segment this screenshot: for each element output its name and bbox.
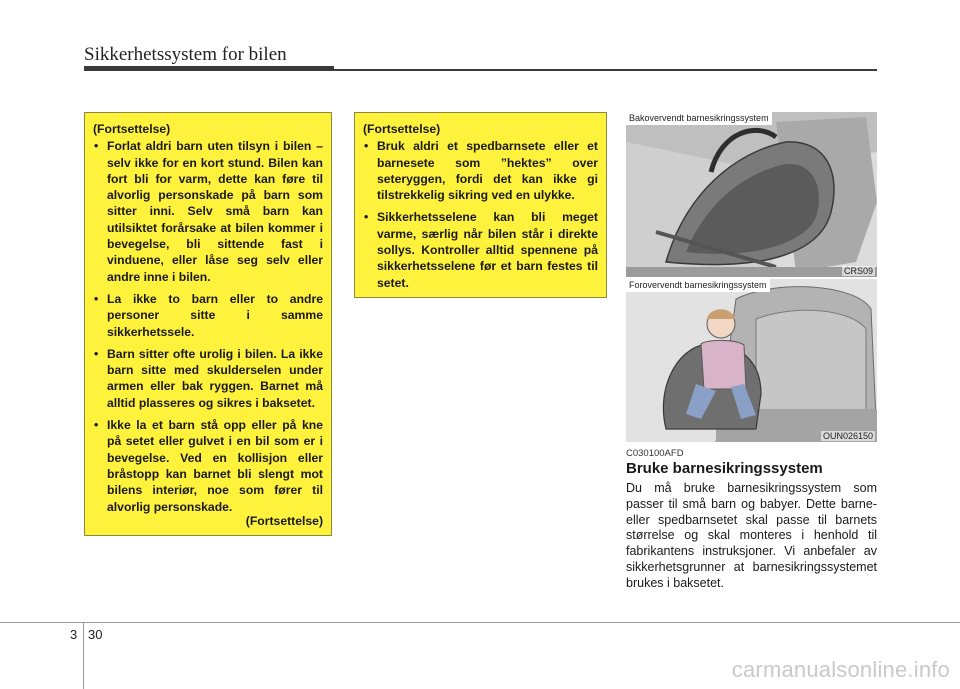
- warning-item-text: Bruk aldri et spedbarnsete eller et barnesete som ”hektes” over seteryggen, fordi det kan ikke gi tilstrekkelig sikring ved en ulykke.: [377, 139, 598, 203]
- figure-caption: Forovervendt barnesikringssystem: [626, 279, 770, 292]
- section-code: C030100AFD: [626, 448, 684, 459]
- warning-item: [93, 138, 323, 285]
- warning-item-text: Forlat aldri barn uten tilsyn i bilen – selv ikke for en kort stund. Bilen kan fort bli for varm, dette kan føre til alvorlig personskade på barn som sitter inni. Selv små barn kan utilsiktet forårsake at bilen kommer i bevegelse, bli sittende fast i vinduene, eller låse seg selv eller andre inne i bilen.: [107, 139, 323, 284]
- warning-item-text: Sikkerhetsselene kan bli meget varme, særlig når bilen står i direkte sollys. Kontroller alltid spennene på sikkerhetsselene før et barn festes til setet.: [377, 210, 598, 290]
- section-body: Du må bruke barnesikringssystem som passer til små barn og babyer. Dette barne- eller spedbarnsetet skal passe til barnets størrelse og skal monteres i henhold til fabrikantens instruksjoner. Vi anbefaler av sikkerhetsgrunner at barnesikringssystemet brukes i baksetet.: [626, 481, 877, 590]
- warning-continued: (Fortsettelse): [245, 513, 323, 528]
- bullet-icon: •: [364, 210, 369, 225]
- rear-facing-seat-illustration: [626, 112, 877, 277]
- section-title: Bruke barnesikringssystem: [626, 460, 823, 477]
- figure-forward-facing-seat: [626, 279, 877, 442]
- footer-rule: [0, 622, 960, 623]
- warning-item-text: La ikke to barn eller to andre personer sitte i samme sikkerhetssele.: [107, 291, 323, 339]
- warning-item: [93, 346, 323, 411]
- figure-code: CRS09: [843, 266, 873, 276]
- header-rule-thin: [334, 69, 877, 71]
- figure-rear-facing-seat: [626, 112, 877, 277]
- warning-list: [363, 138, 598, 291]
- bullet-icon: •: [94, 346, 99, 361]
- warning-item-text: Ikke la et barn stå opp eller på kne på setet eller gulvet i en bil som er i bevegelse. Ved en kollisjon eller bråstopp kan barnet bli slengt mot bilens interiør, noe som fører til alvorlig personskade.: [107, 418, 323, 514]
- warning-item-text: Barn sitter ofte urolig i bilen. La ikke barn sitte med skulderselen under armen eller bak ryggen. Barnet må alltid plasseres og sikres i baksetet.: [107, 346, 323, 410]
- figure-caption: Bakovervendt barnesikringssystem: [626, 112, 772, 125]
- page-header-title: Sikkerhetssystem for bilen: [84, 44, 287, 65]
- warning-item: [363, 209, 598, 290]
- warning-heading: (Fortsettelse): [363, 122, 441, 136]
- forward-facing-seat-illustration: [626, 279, 877, 442]
- warning-box-left: [84, 112, 332, 536]
- footer-divider: [83, 622, 84, 689]
- warning-heading: (Fortsettelse): [93, 122, 171, 136]
- chapter-number: 3: [70, 627, 78, 642]
- bullet-icon: •: [94, 418, 99, 433]
- header-rule-thick: [84, 66, 334, 71]
- bullet-icon: •: [94, 291, 99, 306]
- warning-list: [93, 138, 323, 515]
- bullet-icon: •: [364, 139, 369, 154]
- page-number: 30: [88, 627, 103, 642]
- figure-code: OUN026150: [822, 431, 873, 441]
- warning-item: [93, 417, 323, 515]
- warning-item: [93, 291, 323, 340]
- warning-box-middle: [354, 112, 607, 298]
- bullet-icon: •: [94, 139, 99, 154]
- watermark-text: carmanualsonline.info: [731, 657, 950, 682]
- warning-item: [363, 138, 598, 203]
